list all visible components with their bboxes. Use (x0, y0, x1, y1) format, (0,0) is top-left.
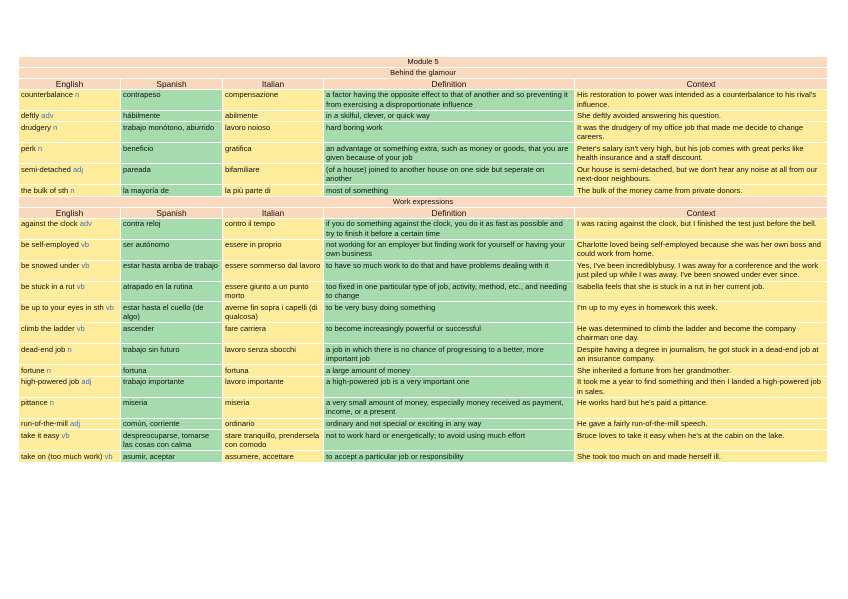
cell-english (19, 344, 121, 365)
table-row (19, 323, 828, 344)
cell-spanish: ser autónomo (121, 239, 223, 260)
table-row (19, 365, 828, 377)
cell-context: He works hard but he's paid a pittance. (575, 397, 828, 418)
part-of-speech: vb (81, 261, 90, 271)
section-title: Work expressions (19, 196, 828, 207)
part-of-speech: adv (79, 219, 92, 229)
cell-italian: lavoro importante (223, 376, 324, 397)
cell-spanish: atrapado en la rutina (121, 281, 223, 302)
cell-definition: not to work hard or energetically; to avoid using much effort (324, 430, 575, 451)
cell-definition: to have so much work to do that and have problems dealing with it (324, 260, 575, 281)
cell-context: Bruce loves to take it easy when he's at the cabin on the lake. (575, 430, 828, 451)
cell-english (19, 376, 121, 397)
cell-spanish: estar hasta arriba de trabajo (121, 260, 223, 281)
cell-definition: if you do something against the clock, you do it as fast as possible and try to finish it before a certain time (324, 218, 575, 239)
table-row (19, 143, 828, 164)
cell-italian: bifamiliare (223, 164, 324, 185)
term: take it easy (21, 430, 60, 440)
term: deftly (21, 111, 40, 121)
cell-english (19, 143, 121, 164)
part-of-speech: n (49, 398, 54, 408)
cell-english (19, 323, 121, 344)
part-of-speech: n (70, 185, 75, 195)
cell-context: Peter's salary isn't very high, but his job comes with great perks like health insurance and a staff discount. (575, 143, 828, 164)
cell-context: Charlotte loved being self-employed because she was her own boss and could work from home. (575, 239, 828, 260)
term: be up to your eyes in sth (21, 302, 104, 312)
cell-italian: ordinario (223, 418, 324, 430)
part-of-speech: vb (76, 323, 85, 333)
cell-context: Despite having a degree in journalism, he got stuck in a dead-end job at an insurance company. (575, 344, 828, 365)
column-header-context: Context (575, 207, 828, 218)
cell-italian: la più parte di (223, 185, 324, 197)
column-header-english: English (19, 78, 121, 89)
cell-definition: a high-powered job is a very important one (324, 376, 575, 397)
column-header-definition: Definition (324, 207, 575, 218)
cell-english (19, 110, 121, 122)
cell-italian: compensazione (223, 89, 324, 110)
table-row (19, 89, 828, 110)
cell-spanish: asumir, aceptar (121, 451, 223, 463)
cell-english (19, 260, 121, 281)
term: against the clock (21, 219, 78, 229)
part-of-speech: adj (81, 377, 92, 387)
column-header-spanish: Spanish (121, 78, 223, 89)
cell-context: She inherited a fortune from her grandmother. (575, 365, 828, 377)
table-row (19, 185, 828, 197)
cell-spanish: fortuna (121, 365, 223, 377)
cell-spanish: despreocuparse, tomarse las cosas con calma (121, 430, 223, 451)
term: high-powered job (21, 377, 80, 387)
table-row (19, 418, 828, 430)
cell-english (19, 451, 121, 463)
cell-context: Yes, I've been incrediblybusy. I was away for a conference and the work just piled up while I was away. I've been snowed under ever since. (575, 260, 828, 281)
part-of-speech: n (46, 365, 52, 375)
cell-definition: most of something (324, 185, 575, 197)
cell-context: It was the drudgery of my office job that made me decide to change careers. (575, 122, 828, 143)
cell-english (19, 365, 121, 377)
table-row (19, 430, 828, 451)
term: dead-end job (21, 344, 66, 354)
cell-english (19, 397, 121, 418)
part-of-speech: n (67, 344, 72, 354)
cell-italian: averne fin sopra i capelli (di qualcosa) (223, 302, 324, 323)
cell-english (19, 239, 121, 260)
cell-definition: hard boring work (324, 122, 575, 143)
cell-context: She took too much on and made herself ill. (575, 451, 828, 463)
cell-context: The bulk of the money came from private donors. (575, 185, 828, 197)
cell-definition: to become increasingly powerful or successful (324, 323, 575, 344)
table-row (19, 110, 828, 122)
column-header-row (19, 78, 828, 89)
cell-english (19, 122, 121, 143)
cell-definition: ordinary and not special or exciting in any way (324, 418, 575, 430)
cell-spanish: trabajo sin futuro (121, 344, 223, 365)
section-title: Behind the glamour (19, 67, 828, 78)
cell-english (19, 430, 121, 451)
term: be self-employed (21, 240, 79, 250)
term: run-of-the-mill (21, 419, 68, 429)
cell-definition: too fixed in one particular type of job, activity, method, etc., and needing to change (324, 281, 575, 302)
cell-context: Isabella feels that she is stuck in a rut in her current job. (575, 281, 828, 302)
module-title: Module 5 (19, 57, 828, 68)
table-row (19, 239, 828, 260)
cell-spanish: estar hasta el cuello (de algo) (121, 302, 223, 323)
table-row (19, 218, 828, 239)
cell-english (19, 185, 121, 197)
part-of-speech: vb (76, 282, 85, 292)
cell-english (19, 302, 121, 323)
vocabulary-table-body (19, 57, 828, 463)
term: counterbalance (21, 90, 73, 100)
cell-spanish: la mayoría de (121, 185, 223, 197)
cell-context: I'm up to my eyes in homework this week. (575, 302, 828, 323)
table-row (19, 302, 828, 323)
column-header-italian: Italian (223, 207, 324, 218)
table-row (19, 376, 828, 397)
cell-context: She deftly avoided answering his question. (575, 110, 828, 122)
table-row (19, 122, 828, 143)
cell-spanish: común, corriente (121, 418, 223, 430)
table-row (19, 397, 828, 418)
column-header-italian: Italian (223, 78, 324, 89)
cell-italian: fare carriera (223, 323, 324, 344)
cell-italian: abilmente (223, 110, 324, 122)
cell-english (19, 281, 121, 302)
cell-spanish: ascender (121, 323, 223, 344)
cell-italian: lavoro senza sbocchi (223, 344, 324, 365)
cell-italian: gratifica (223, 143, 324, 164)
cell-definition: (of a house) joined to another house on one side but seperate on another (324, 164, 575, 185)
cell-context: His restoration to power was intended as a counterbalance to his rival's influence. (575, 89, 828, 110)
part-of-speech: adv (41, 111, 54, 121)
table-row (19, 344, 828, 365)
cell-spanish: contra reloj (121, 218, 223, 239)
cell-italian: essere sommerso dal lavoro (223, 260, 324, 281)
cell-context: It took me a year to find something and then I landed a high-powered job in sales. (575, 376, 828, 397)
cell-italian: contro il tempo (223, 218, 324, 239)
part-of-speech: vb (105, 302, 114, 312)
part-of-speech: n (75, 90, 80, 100)
part-of-speech: adj (72, 164, 84, 174)
cell-definition: a job in which there is no chance of progressing to a better, more important job (324, 344, 575, 365)
part-of-speech: n (53, 122, 58, 132)
cell-english (19, 418, 121, 430)
part-of-speech: adj (69, 419, 81, 429)
section-title-row (19, 196, 828, 207)
term: fortune (21, 365, 45, 375)
column-header-context: Context (575, 78, 828, 89)
term: take on (too much work) (21, 451, 103, 461)
term: climb the ladder (21, 323, 75, 333)
term: drudgery (21, 122, 51, 132)
cell-definition: in a skilful, clever, or quick way (324, 110, 575, 122)
cell-context: He gave a fairly run-of-the-mill speech. (575, 418, 828, 430)
cell-definition: a very small amount of money, especially money received as payment, income, or a present (324, 397, 575, 418)
part-of-speech: n (37, 143, 43, 153)
cell-spanish: beneficio (121, 143, 223, 164)
cell-context: I was racing against the clock, but I finished the test just before the bell. (575, 218, 828, 239)
module-title-row (19, 57, 828, 68)
column-header-english: English (19, 207, 121, 218)
cell-italian: assumere, accettare (223, 451, 324, 463)
cell-spanish: trabajo importante (121, 376, 223, 397)
vocabulary-table (18, 56, 828, 463)
cell-definition: a large amount of money (324, 365, 575, 377)
cell-spanish: pareada (121, 164, 223, 185)
cell-italian: lavoro noioso (223, 122, 324, 143)
cell-definition: an advantage or something extra, such as money or goods, that you are given because of your job (324, 143, 575, 164)
term: be stuck in a rut (21, 282, 75, 292)
term: semi-detached (21, 164, 71, 174)
cell-italian: essere in proprio (223, 239, 324, 260)
cell-italian: fortuna (223, 365, 324, 377)
table-row (19, 281, 828, 302)
column-header-row (19, 207, 828, 218)
part-of-speech: vb (61, 430, 70, 440)
column-header-spanish: Spanish (121, 207, 223, 218)
part-of-speech: vb (80, 240, 89, 250)
table-row (19, 260, 828, 281)
term: be snowed under (21, 261, 80, 271)
cell-definition: a factor having the opposite effect to that of another and so preventing it from exercising a disproportionate influence (324, 89, 575, 110)
section-title-row (19, 67, 828, 78)
column-header-definition: Definition (324, 78, 575, 89)
part-of-speech: vb (104, 451, 113, 461)
vocabulary-sheet (18, 56, 827, 463)
cell-context: He was determined to climb the ladder and become the company chairman one day. (575, 323, 828, 344)
cell-context: Our house is semi-detached, but we don't hear any noise at all from our next-door neighbours. (575, 164, 828, 185)
term: pittance (21, 398, 48, 408)
cell-definition: to be very busy doing something (324, 302, 575, 323)
cell-spanish: trabajo monótono, aburrido (121, 122, 223, 143)
table-row (19, 164, 828, 185)
cell-english (19, 164, 121, 185)
cell-definition: not working for an employer but finding work for yourself or having your own business (324, 239, 575, 260)
term: the bulk of sth (21, 185, 69, 195)
table-row (19, 451, 828, 463)
cell-spanish: contrapeso (121, 89, 223, 110)
cell-definition: to accept a particular job or responsibility (324, 451, 575, 463)
term: perk (21, 143, 36, 153)
cell-english (19, 218, 121, 239)
cell-italian: miseria (223, 397, 324, 418)
cell-english (19, 89, 121, 110)
cell-italian: essere giunto a un punto morto (223, 281, 324, 302)
cell-italian: stare tranquillo, prendersela con comodo (223, 430, 324, 451)
cell-spanish: miseria (121, 397, 223, 418)
cell-spanish: hábilmente (121, 110, 223, 122)
